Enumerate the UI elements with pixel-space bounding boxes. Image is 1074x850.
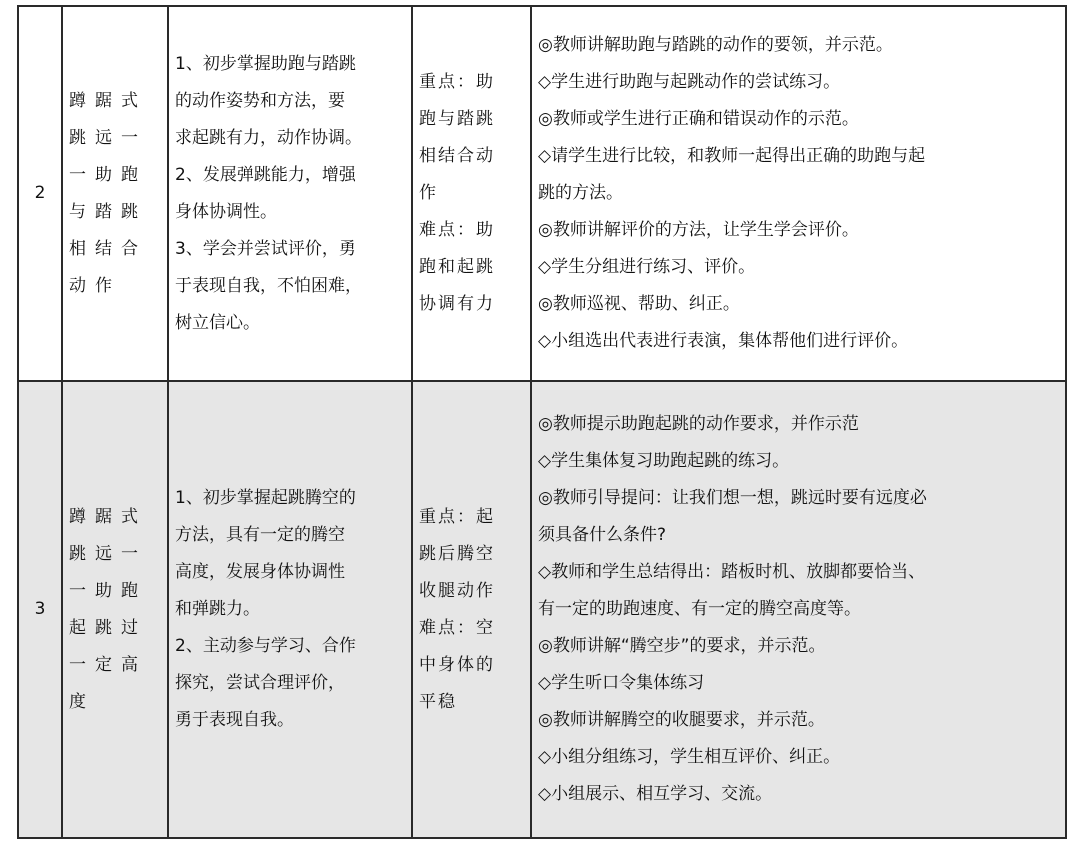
goal-line: 2、发展弹跳能力，增强 xyxy=(175,164,356,185)
keypoint-line: 协调有力 xyxy=(419,294,495,314)
goal-line: 1、初步掌握起跳腾空的 xyxy=(175,488,356,508)
step-line: 须具备什么条件? xyxy=(538,525,667,545)
lesson-number: 3 xyxy=(34,599,46,619)
keypoint-line: 重点：助 xyxy=(419,72,495,92)
topic-line: 跳远一 xyxy=(69,543,147,564)
lesson-topic-cell xyxy=(62,6,168,381)
step-line: ◇小组分组练习，学生相互评价、纠正。 xyxy=(538,747,841,767)
step-line: ◎教师讲解“腾空步”的要求，并示范。 xyxy=(538,636,826,656)
goal-line: 3、学会并尝试评价，勇 xyxy=(175,238,356,259)
keypoint-line: 难点：助 xyxy=(419,220,495,240)
topic-line: 起跳过 xyxy=(69,617,147,638)
keypoint-line: 中身体的 xyxy=(419,654,495,675)
step-line: ◇小组选出代表进行表演，集体帮他们进行评价。 xyxy=(538,331,909,351)
step-line: 跳的方法。 xyxy=(538,183,623,203)
step-line: ◇小组展示、相互学习、交流。 xyxy=(538,784,773,804)
goal-line: 求起跳有力，动作协调。 xyxy=(175,127,362,148)
keypoint-line: 难点：空 xyxy=(419,617,495,638)
keypoint-line: 跳后腾空 xyxy=(419,543,495,564)
topic-line: 一助跑 xyxy=(69,580,147,601)
goal-line: 身体协调性。 xyxy=(175,201,277,222)
topic-line: 动作 xyxy=(69,275,121,296)
step-line: ◇学生听口令集体练习 xyxy=(538,673,705,693)
lesson-number-cell xyxy=(18,6,62,381)
topic-line: 度 xyxy=(69,691,95,712)
goal-line: 和弹跳力。 xyxy=(175,599,260,619)
table-row xyxy=(18,381,1066,838)
step-line: ◇请学生进行比较，和教师一起得出正确的助跑与起 xyxy=(538,146,926,166)
keypoint-line: 相结合动 xyxy=(419,146,495,166)
goal-line: 2、主动参与学习、合作 xyxy=(175,636,356,656)
keypoint-line: 跑和起跳 xyxy=(419,257,495,277)
keypoint-line: 平稳 xyxy=(419,691,457,712)
lesson-keypoints-cell xyxy=(412,381,531,838)
step-line: ◎教师讲解评价的方法，让学生学会评价。 xyxy=(538,220,859,240)
table-row xyxy=(18,6,1066,381)
lesson-keypoints-cell xyxy=(412,6,531,381)
step-line: ◎教师巡视、帮助、纠正。 xyxy=(538,294,740,314)
lesson-number-cell xyxy=(18,381,62,838)
topic-line: 蹲踞式 xyxy=(69,506,147,527)
lesson-steps-cell xyxy=(531,381,1066,838)
step-line: ◇教师和学生总结得出：踏板时机、放脚都要恰当、 xyxy=(538,562,926,582)
lesson-number: 2 xyxy=(34,183,46,203)
step-line: ◎教师讲解助跑与踏跳的动作的要领，并示范。 xyxy=(538,35,893,55)
goal-line: 方法，具有一定的腾空 xyxy=(175,525,345,545)
step-line: ◇学生集体复习助跑起跳的练习。 xyxy=(538,451,790,471)
step-line: 有一定的助跑速度、有一定的腾空高度等。 xyxy=(538,599,861,619)
keypoint-line: 收腿动作 xyxy=(419,580,495,601)
goal-line: 1、初步掌握助跑与踏跳 xyxy=(175,53,356,74)
keypoint-line: 跑与踏跳 xyxy=(419,109,495,129)
step-line: ◎教师提示助跑起跳的动作要求，并作示范 xyxy=(538,414,859,434)
goal-line: 探究，尝试合理评价， xyxy=(175,673,345,693)
step-line: ◎教师讲解腾空的收腿要求，并示范。 xyxy=(538,710,825,730)
lesson-topic-cell xyxy=(62,381,168,838)
step-line: ◎教师引导提问：让我们想一想，跳远时要有远度必 xyxy=(538,488,927,508)
step-line: ◇学生进行助跑与起跳动作的尝试练习。 xyxy=(538,72,841,92)
lesson-steps-cell xyxy=(531,6,1066,381)
goal-line: 高度，发展身体协调性 xyxy=(175,562,345,582)
topic-line: 一定高 xyxy=(69,654,147,675)
step-line: ◎教师或学生进行正确和错误动作的示范。 xyxy=(538,109,859,129)
keypoint-line: 作 xyxy=(419,183,438,203)
topic-line: 蹲踞式 xyxy=(69,90,147,111)
topic-line: 一助跑 xyxy=(69,164,147,185)
topic-line: 跳远一 xyxy=(69,127,147,148)
goal-line: 于表现自我，不怕困难， xyxy=(175,275,362,296)
goal-line: 树立信心。 xyxy=(175,312,260,333)
keypoint-line: 重点：起 xyxy=(419,506,495,527)
goal-line: 的动作姿势和方法，要 xyxy=(175,90,345,111)
topic-line: 相结合 xyxy=(69,238,147,259)
lesson-goals-cell xyxy=(168,6,412,381)
goal-line: 勇于表现自我。 xyxy=(175,710,294,730)
topic-line: 与踏跳 xyxy=(69,201,147,222)
lesson-goals-cell xyxy=(168,381,412,838)
step-line: ◇学生分组进行练习、评价。 xyxy=(538,257,756,277)
lesson-plan-table xyxy=(17,5,1067,839)
